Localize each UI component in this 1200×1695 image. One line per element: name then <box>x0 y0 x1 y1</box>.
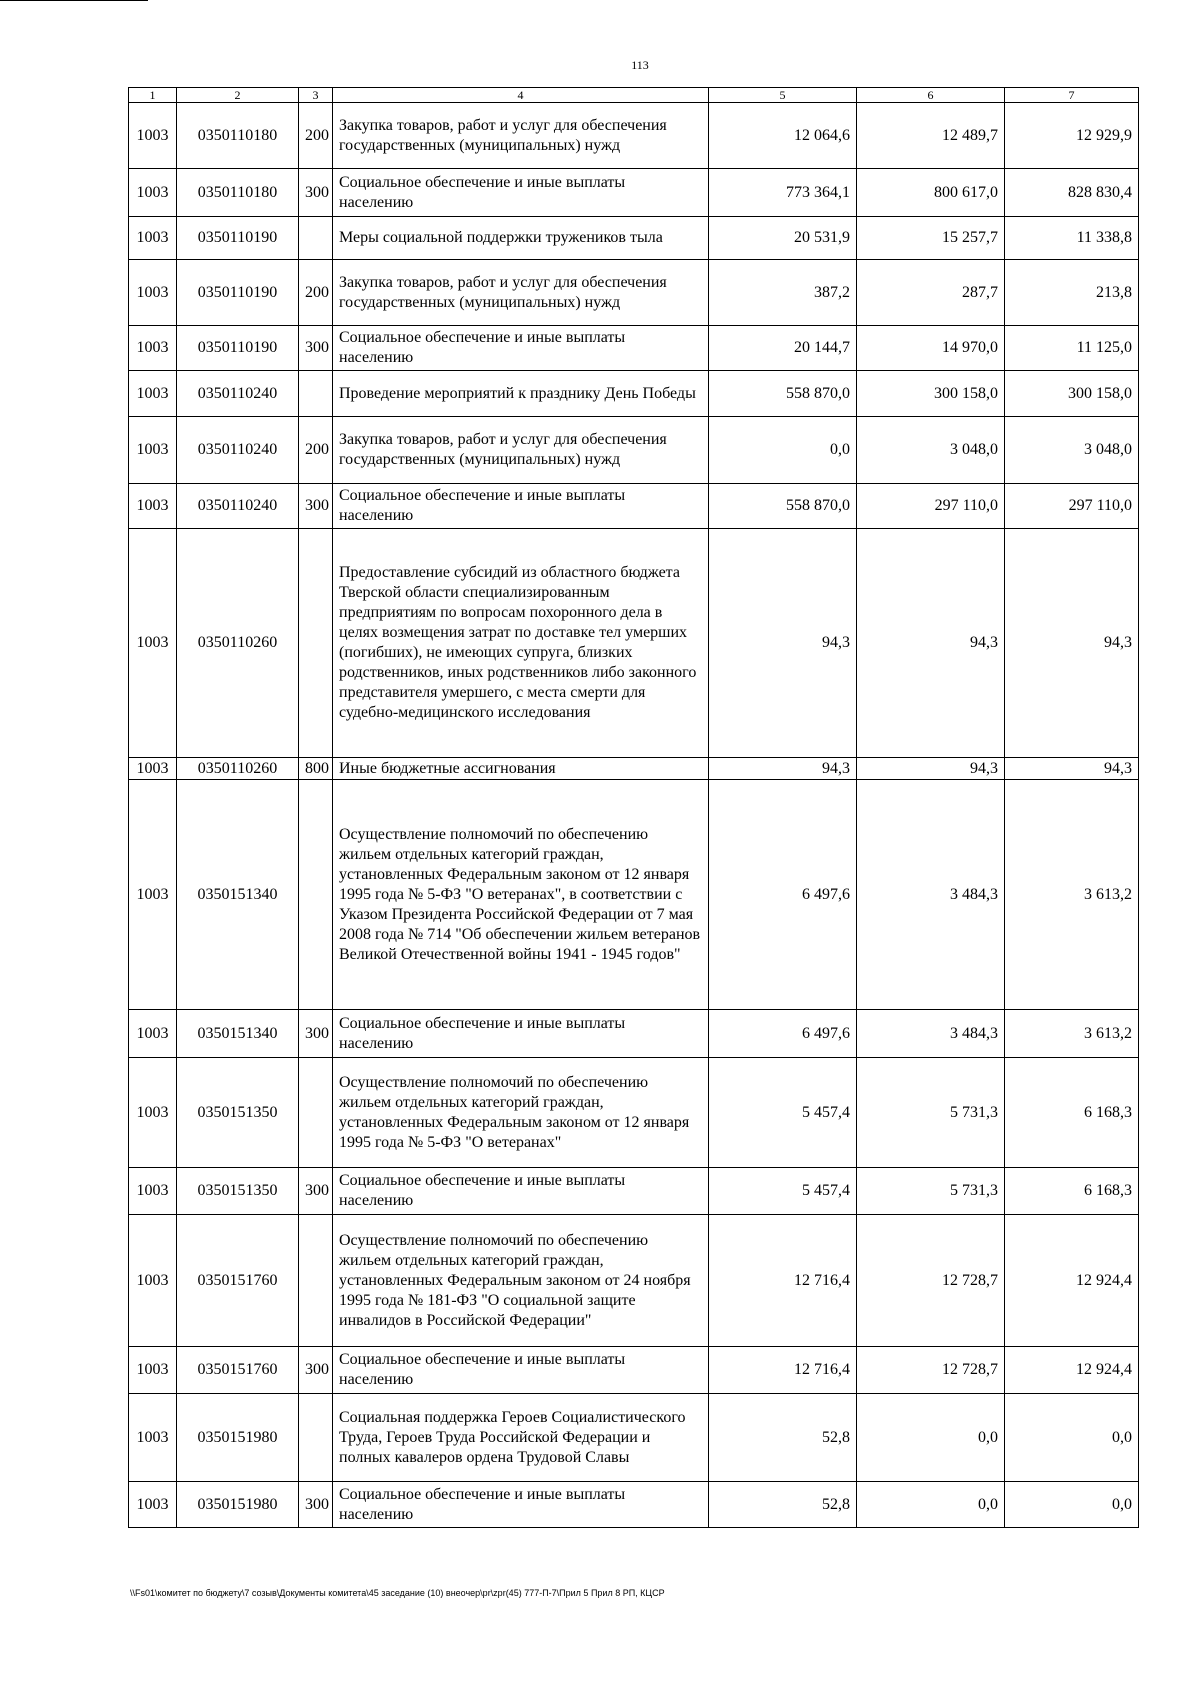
value-col5: 12 064,6 <box>709 103 857 169</box>
item-name: Социальное обеспечение и иные выплаты населению <box>333 169 709 217</box>
item-name: Осуществление полномочий по обеспечению жильем отдельных категорий граждан, установленных Федеральным законом от 12 января 1995 года № 5-ФЗ "О ветеранах" <box>333 1058 709 1168</box>
section-code: 1003 <box>129 1347 177 1394</box>
value-col7: 0,0 <box>1005 1394 1139 1482</box>
section-code: 1003 <box>129 1010 177 1058</box>
target-code: 0350151980 <box>177 1394 299 1482</box>
value-col6: 297 110,0 <box>857 484 1005 529</box>
expense-type: 200 <box>299 260 333 326</box>
target-code: 0350151980 <box>177 1482 299 1528</box>
value-col6: 12 728,7 <box>857 1215 1005 1347</box>
table-row <box>129 529 1139 758</box>
expense-type <box>299 371 333 417</box>
value-col5: 5 457,4 <box>709 1168 857 1215</box>
value-col7: 3 048,0 <box>1005 417 1139 484</box>
budget-table <box>128 87 1139 1528</box>
value-col6: 5 731,3 <box>857 1058 1005 1168</box>
column-number: 1 <box>129 88 177 103</box>
column-number: 6 <box>857 88 1005 103</box>
column-number: 7 <box>1005 88 1139 103</box>
section-code: 1003 <box>129 780 177 1010</box>
target-code: 0350151760 <box>177 1215 299 1347</box>
table-row <box>129 103 1139 169</box>
section-code: 1003 <box>129 326 177 371</box>
value-col6: 94,3 <box>857 758 1005 780</box>
value-col7: 94,3 <box>1005 758 1139 780</box>
page-number: 113 <box>631 58 649 72</box>
table-row <box>129 484 1139 529</box>
section-code: 1003 <box>129 758 177 780</box>
target-code: 0350151350 <box>177 1058 299 1168</box>
corner-scan-line <box>0 0 148 1</box>
table-row <box>129 217 1139 260</box>
column-number-row <box>129 88 1139 103</box>
value-col7: 12 924,4 <box>1005 1347 1139 1394</box>
value-col5: 94,3 <box>709 758 857 780</box>
target-code: 0350151760 <box>177 1347 299 1394</box>
target-code: 0350151340 <box>177 780 299 1010</box>
value-col6: 14 970,0 <box>857 326 1005 371</box>
value-col6: 5 731,3 <box>857 1168 1005 1215</box>
section-code: 1003 <box>129 169 177 217</box>
item-name: Предоставление субсидий из областного бюджета Тверской области специализированным предприятиям по вопросам похоронного дела в целях возмещения затрат по доставке тел умерших (погибших), не имеющих супруга, близких родственников, иных родственников либо законного представителя умершего, с места смерти для судебно-медицинского исследования <box>333 529 709 758</box>
section-code: 1003 <box>129 103 177 169</box>
value-col7: 12 929,9 <box>1005 103 1139 169</box>
expense-type: 300 <box>299 1347 333 1394</box>
table-row <box>129 1347 1139 1394</box>
value-col7: 3 613,2 <box>1005 780 1139 1010</box>
value-col7: 3 613,2 <box>1005 1010 1139 1058</box>
value-col6: 287,7 <box>857 260 1005 326</box>
item-name: Социальное обеспечение и иные выплаты населению <box>333 1347 709 1394</box>
value-col6: 800 617,0 <box>857 169 1005 217</box>
item-name: Закупка товаров, работ и услуг для обеспечения государственных (муниципальных) нужд <box>333 260 709 326</box>
value-col6: 300 158,0 <box>857 371 1005 417</box>
item-name: Проведение мероприятий к празднику День Победы <box>333 371 709 417</box>
expense-type: 800 <box>299 758 333 780</box>
value-col5: 5 457,4 <box>709 1058 857 1168</box>
item-name: Меры социальной поддержки тружеников тыла <box>333 217 709 260</box>
item-name: Социальное обеспечение и иные выплаты населению <box>333 484 709 529</box>
item-name: Социальное обеспечение и иные выплаты населению <box>333 1482 709 1528</box>
item-name: Социальная поддержка Героев Социалистического Труда, Героев Труда Российской Федерации и полных кавалеров ордена Трудовой Славы <box>333 1394 709 1482</box>
section-code: 1003 <box>129 217 177 260</box>
table-row <box>129 260 1139 326</box>
table-row <box>129 1215 1139 1347</box>
expense-type: 300 <box>299 169 333 217</box>
value-col5: 773 364,1 <box>709 169 857 217</box>
value-col6: 12 489,7 <box>857 103 1005 169</box>
value-col6: 94,3 <box>857 529 1005 758</box>
section-code: 1003 <box>129 484 177 529</box>
value-col7: 11 338,8 <box>1005 217 1139 260</box>
table-row <box>129 169 1139 217</box>
value-col5: 52,8 <box>709 1394 857 1482</box>
item-name: Иные бюджетные ассигнования <box>333 758 709 780</box>
value-col7: 11 125,0 <box>1005 326 1139 371</box>
column-number: 3 <box>299 88 333 103</box>
item-name: Закупка товаров, работ и услуг для обеспечения государственных (муниципальных) нужд <box>333 417 709 484</box>
target-code: 0350110260 <box>177 758 299 780</box>
value-col5: 52,8 <box>709 1482 857 1528</box>
table-row <box>129 1168 1139 1215</box>
value-col5: 0,0 <box>709 417 857 484</box>
value-col7: 297 110,0 <box>1005 484 1139 529</box>
value-col7: 213,8 <box>1005 260 1139 326</box>
table-row <box>129 1482 1139 1528</box>
value-col7: 6 168,3 <box>1005 1058 1139 1168</box>
value-col6: 12 728,7 <box>857 1347 1005 1394</box>
expense-type: 300 <box>299 326 333 371</box>
value-col7: 0,0 <box>1005 1482 1139 1528</box>
target-code: 0350110260 <box>177 529 299 758</box>
target-code: 0350151340 <box>177 1010 299 1058</box>
value-col6: 3 484,3 <box>857 1010 1005 1058</box>
section-code: 1003 <box>129 1482 177 1528</box>
target-code: 0350110240 <box>177 371 299 417</box>
expense-type: 300 <box>299 484 333 529</box>
table-row <box>129 1394 1139 1482</box>
value-col5: 6 497,6 <box>709 1010 857 1058</box>
value-col7: 300 158,0 <box>1005 371 1139 417</box>
item-name: Осуществление полномочий по обеспечению жильем отдельных категорий граждан, установленных Федеральным законом от 24 ноября 1995 года № 181-ФЗ "О социальной защите инвалидов в Российской Федерации" <box>333 1215 709 1347</box>
section-code: 1003 <box>129 260 177 326</box>
value-col5: 558 870,0 <box>709 371 857 417</box>
table-row <box>129 1058 1139 1168</box>
value-col6: 3 484,3 <box>857 780 1005 1010</box>
table-row <box>129 780 1139 1010</box>
expense-type: 200 <box>299 103 333 169</box>
target-code: 0350110190 <box>177 217 299 260</box>
expense-type: 300 <box>299 1010 333 1058</box>
expense-type <box>299 780 333 1010</box>
value-col7: 94,3 <box>1005 529 1139 758</box>
target-code: 0350151350 <box>177 1168 299 1215</box>
value-col5: 387,2 <box>709 260 857 326</box>
expense-type <box>299 217 333 260</box>
expense-type <box>299 529 333 758</box>
value-col5: 12 716,4 <box>709 1215 857 1347</box>
target-code: 0350110240 <box>177 484 299 529</box>
item-name: Закупка товаров, работ и услуг для обеспечения государственных (муниципальных) нужд <box>333 103 709 169</box>
section-code: 1003 <box>129 1394 177 1482</box>
table-row <box>129 326 1139 371</box>
section-code: 1003 <box>129 529 177 758</box>
table-row <box>129 1010 1139 1058</box>
value-col6: 0,0 <box>857 1394 1005 1482</box>
file-path-footer: \\Fs01\комитет по бюджету\7 созыв\Документы комитета\45 заседание (10) внеочер\pr\zpr(45) 777-П-7\Прил 5 Прил 8 РП, КЦСР <box>130 1588 665 1598</box>
section-code: 1003 <box>129 371 177 417</box>
value-col5: 94,3 <box>709 529 857 758</box>
expense-type: 200 <box>299 417 333 484</box>
value-col5: 20 144,7 <box>709 326 857 371</box>
expense-type <box>299 1215 333 1347</box>
section-code: 1003 <box>129 1168 177 1215</box>
value-col6: 3 048,0 <box>857 417 1005 484</box>
expense-type <box>299 1058 333 1168</box>
expense-type <box>299 1394 333 1482</box>
value-col5: 20 531,9 <box>709 217 857 260</box>
item-name: Социальное обеспечение и иные выплаты населению <box>333 1168 709 1215</box>
target-code: 0350110240 <box>177 417 299 484</box>
value-col6: 0,0 <box>857 1482 1005 1528</box>
target-code: 0350110180 <box>177 169 299 217</box>
value-col5: 558 870,0 <box>709 484 857 529</box>
section-code: 1003 <box>129 1215 177 1347</box>
value-col7: 12 924,4 <box>1005 1215 1139 1347</box>
table-row <box>129 371 1139 417</box>
section-code: 1003 <box>129 417 177 484</box>
value-col5: 6 497,6 <box>709 780 857 1010</box>
section-code: 1003 <box>129 1058 177 1168</box>
table-row <box>129 758 1139 780</box>
item-name: Социальное обеспечение и иные выплаты населению <box>333 1010 709 1058</box>
value-col7: 828 830,4 <box>1005 169 1139 217</box>
value-col7: 6 168,3 <box>1005 1168 1139 1215</box>
expense-type: 300 <box>299 1168 333 1215</box>
target-code: 0350110190 <box>177 326 299 371</box>
item-name: Осуществление полномочий по обеспечению жильем отдельных категорий граждан, установленных Федеральным законом от 12 января 1995 года № 5-ФЗ "О ветеранах", в соответствии с Указом Президента Российской Федерации от 7 мая 2008 года № 714 "Об обеспечении жильем ветеранов Великой Отечественной войны 1941 - 1945 годов" <box>333 780 709 1010</box>
value-col6: 15 257,7 <box>857 217 1005 260</box>
column-number: 4 <box>333 88 709 103</box>
expense-type: 300 <box>299 1482 333 1528</box>
target-code: 0350110190 <box>177 260 299 326</box>
column-number: 2 <box>177 88 299 103</box>
column-number: 5 <box>709 88 857 103</box>
target-code: 0350110180 <box>177 103 299 169</box>
table-row <box>129 417 1139 484</box>
value-col5: 12 716,4 <box>709 1347 857 1394</box>
item-name: Социальное обеспечение и иные выплаты населению <box>333 326 709 371</box>
